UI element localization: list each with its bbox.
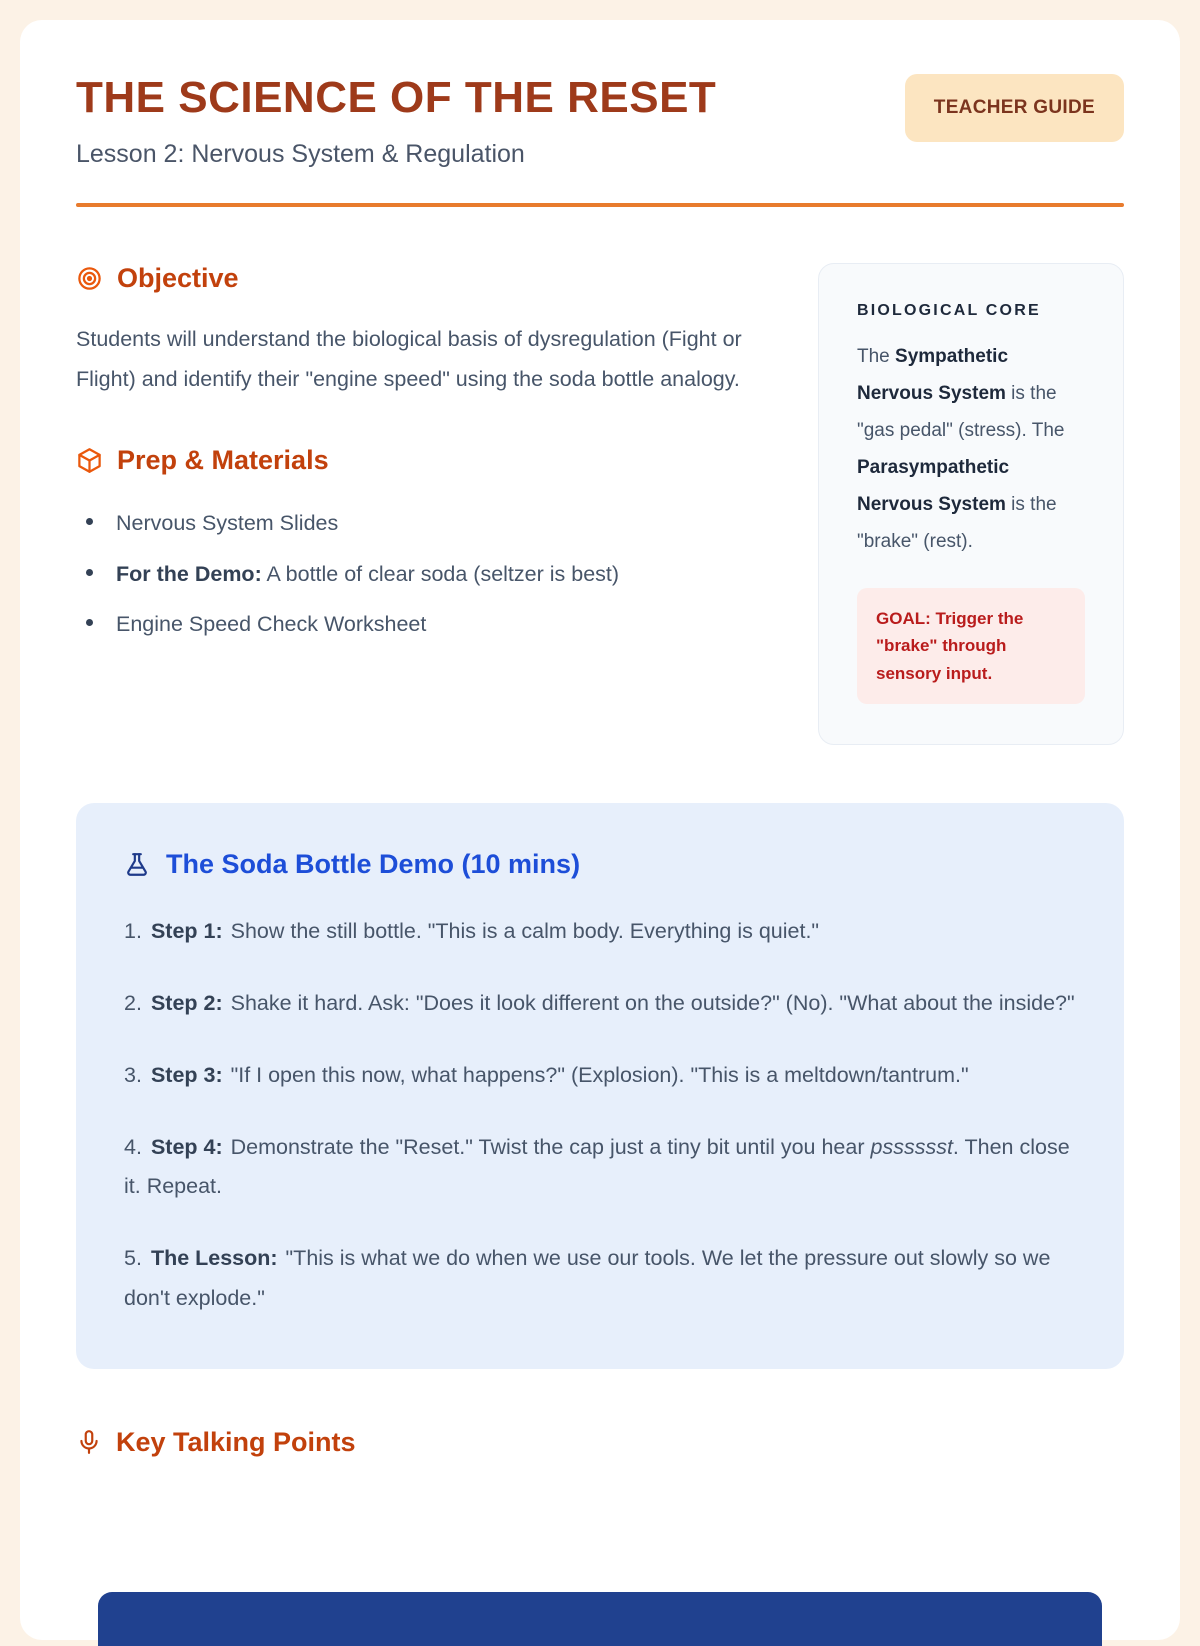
- target-icon: [76, 265, 103, 292]
- prep-materials-heading: [76, 445, 764, 476]
- goal-callout: GOAL: Trigger the "brake" through sensory input.: [857, 588, 1085, 705]
- step-text: "If I open this now, what happens?" (Explosion). "This is a meltdown/tantrum.": [224, 1062, 969, 1087]
- list-item: [76, 508, 764, 538]
- objective-heading-label: Objective: [117, 262, 239, 293]
- text-segment-bold: Sympathetic Nervous System: [857, 345, 1009, 404]
- step-text: Shake it hard. Ask: "Does it look different on the outside?" (No). "What about the inside?": [224, 991, 1075, 1016]
- objective-text: Students will understand the biological basis of dysregulation (Fight or Flight) and identify their "engine speed" using the soda bottle analogy.: [76, 326, 742, 391]
- header-divider: [76, 203, 1124, 207]
- objective-heading: [76, 263, 764, 294]
- page-title: THE SCIENCE OF THE RESET: [76, 73, 717, 122]
- package-icon: [76, 447, 103, 474]
- step-label: The Lesson:: [150, 1246, 278, 1271]
- list-item-text: A bottle of clear soda (seltzer is best): [261, 561, 620, 586]
- step-label: Step 1:: [150, 919, 223, 944]
- microphone-icon: [76, 1429, 102, 1455]
- demo-step-4: [124, 1128, 1076, 1208]
- step-number: 4.: [124, 1134, 142, 1159]
- text-segment: is the "gas pedal" (stress). The: [857, 382, 1065, 441]
- demo-step-3: [124, 1056, 1076, 1096]
- step-label: Step 2:: [150, 991, 223, 1016]
- step-number: 3.: [124, 1062, 142, 1087]
- text-segment-bold: Parasympathetic Nervous System: [857, 456, 1010, 515]
- list-item-text: Nervous System Slides: [116, 511, 339, 536]
- list-item: [76, 559, 764, 589]
- step-text: Demonstrate the "Reset." Twist the cap just a tiny bit until you hear: [224, 1134, 871, 1159]
- list-item-bold: For the Demo:: [116, 561, 262, 586]
- main-column: [76, 263, 764, 659]
- header-titles: [76, 74, 716, 169]
- list-item-text: Engine Speed Check Worksheet: [116, 611, 427, 636]
- prep-materials-heading-label: Prep & Materials: [117, 445, 329, 476]
- step-text: "This is what we do when we use our tools. We let the pressure out slowly so we don't explode.": [124, 1246, 1051, 1310]
- biological-core-heading: BIOLOGICAL CORE: [857, 301, 1041, 319]
- header: [76, 74, 1124, 169]
- step-italic: psssssst: [870, 1134, 953, 1159]
- teacher-guide-badge: TEACHER GUIDE: [905, 74, 1124, 142]
- materials-list: [76, 508, 764, 638]
- soda-bottle-demo-card: [76, 803, 1124, 1368]
- key-talking-points-label: Key Talking Points: [116, 1426, 356, 1457]
- demo-heading: [124, 849, 1076, 880]
- step-label: Step 4:: [150, 1134, 223, 1159]
- step-number: 2.: [124, 991, 142, 1016]
- step-label: Step 3:: [150, 1062, 223, 1087]
- text-segment: The: [857, 345, 896, 367]
- biological-core-text: [857, 338, 1085, 560]
- demo-step-1: [124, 912, 1076, 952]
- step-text-post: . Then close it. Repeat.: [124, 1134, 1070, 1199]
- step-number: 1.: [124, 919, 142, 944]
- biological-core-card: [818, 263, 1124, 746]
- page-subtitle: Lesson 2: Nervous System & Regulation: [76, 139, 525, 168]
- document-card: [20, 20, 1180, 1640]
- key-talking-points-heading: [76, 1427, 1124, 1458]
- list-item: [76, 609, 764, 639]
- flask-icon: [124, 852, 150, 878]
- demo-step-5: [124, 1239, 1076, 1319]
- demo-heading-label: The Soda Bottle Demo (10 mins): [166, 849, 581, 880]
- content-columns: [76, 263, 1124, 746]
- demo-step-2: [124, 984, 1076, 1024]
- step-text: Show the still bottle. "This is a calm body. Everything is quiet.": [224, 919, 820, 944]
- text-segment: is the "brake" (rest).: [857, 493, 1057, 552]
- next-section-card-top: [98, 1592, 1102, 1646]
- step-number: 5.: [124, 1246, 142, 1271]
